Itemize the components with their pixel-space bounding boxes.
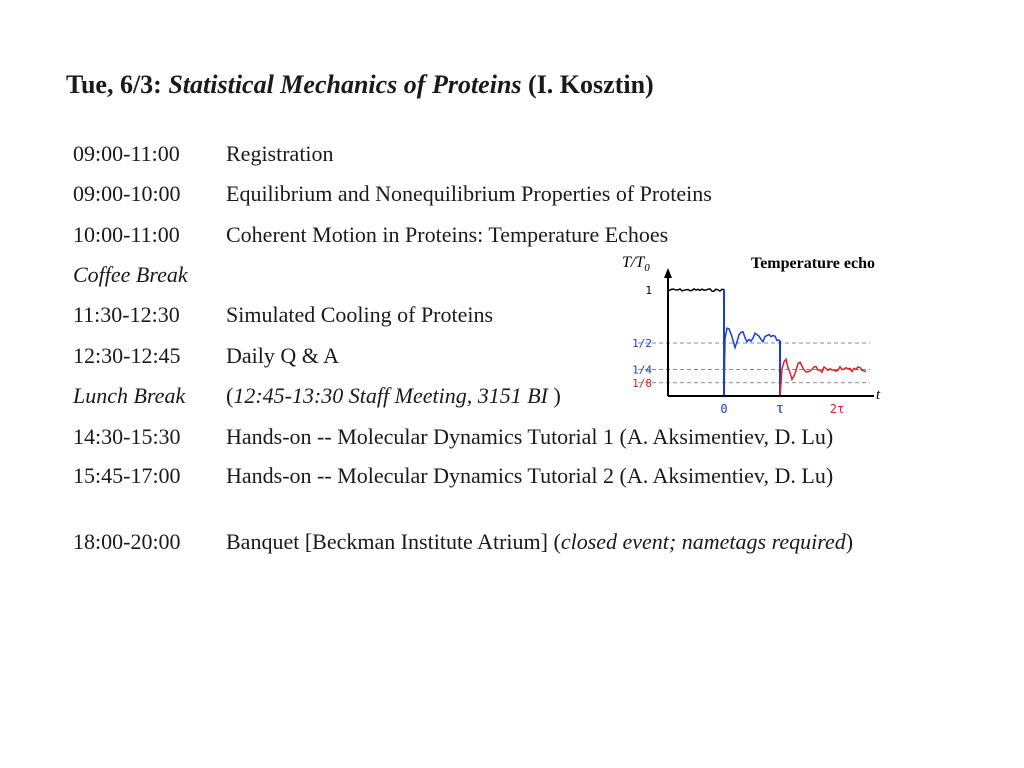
schedule-row-break — [73, 382, 561, 410]
schedule-time: 11:30-12:30 — [73, 302, 180, 327]
schedule-event: Simulated Cooling of Proteins — [226, 302, 494, 327]
schedule-event: Coherent Motion in Proteins: Temperature Echoes — [226, 222, 669, 247]
schedule-row — [73, 140, 334, 168]
chart-title: Temperature echo — [751, 255, 875, 272]
schedule-row-break — [73, 261, 226, 289]
paren-close: ) — [548, 383, 561, 408]
schedule-row — [73, 180, 712, 208]
temperature-echo-chart — [612, 248, 912, 418]
schedule-row — [73, 221, 668, 249]
x-tick-label: 2τ — [829, 402, 845, 416]
schedule-event: Daily Q & A — [226, 343, 340, 368]
title-day: Tue, 6/3: — [66, 70, 162, 99]
paren-close: ) — [845, 529, 854, 554]
page-title — [66, 70, 654, 100]
schedule-time: 09:00-11:00 — [73, 141, 180, 166]
series-line-before — [668, 289, 724, 291]
schedule-row — [73, 342, 339, 370]
schedule-event: Banquet [Beckman Institute Atrium] ( — [226, 529, 561, 554]
title-lecturer: (I. Kosztin) — [528, 70, 654, 99]
schedule-row — [73, 423, 833, 451]
temperature-echo-figure — [612, 248, 912, 418]
schedule-event: Hands-on -- Molecular Dynamics Tutorial 2 (A. Aksimentiev, D. Lu) — [226, 463, 834, 488]
schedule-row — [73, 528, 853, 556]
y-tick-label: 1/4 — [632, 363, 652, 377]
schedule-time: 14:30-15:30 — [73, 424, 181, 449]
series-line-heated — [724, 328, 780, 396]
series-line-after — [780, 359, 866, 396]
y-tick-label: 1/2 — [632, 337, 652, 350]
schedule-time: 09:00-10:00 — [73, 181, 181, 206]
schedule-break-label: Coffee Break — [73, 262, 188, 287]
y-tick-label: 1/8 — [632, 376, 652, 390]
schedule-time: 10:00-11:00 — [73, 222, 180, 247]
schedule-break-label: Lunch Break — [73, 383, 186, 408]
paren-open: ( — [226, 383, 234, 408]
y-tick-label: 1 — [645, 284, 652, 297]
y-axis-arrow — [664, 268, 672, 278]
schedule-row — [73, 301, 493, 329]
x-axis-label: t — [876, 387, 881, 403]
schedule-event: Equilibrium and Nonequilibrium Properties of Proteins — [226, 181, 712, 206]
schedule-event: Hands-on -- Molecular Dynamics Tutorial 1 (A. Aksimentiev, D. Lu) — [226, 424, 834, 449]
schedule-event: Registration — [226, 141, 334, 166]
schedule-event: 12:45-13:30 Staff Meeting, 3151 BI — [233, 383, 548, 408]
y-axis-label: $T/T_0$ — [622, 254, 650, 274]
x-tick-label: 0 — [720, 402, 728, 416]
schedule-time: 12:30-12:45 — [73, 343, 181, 368]
title-topic: Statistical Mechanics of Proteins — [168, 70, 522, 99]
x-tick-label: τ — [776, 398, 784, 417]
schedule-note: closed event; nametags required — [560, 529, 846, 554]
schedule-row — [73, 462, 833, 490]
schedule-time: 15:45-17:00 — [73, 463, 181, 488]
schedule-time: 18:00-20:00 — [73, 529, 181, 554]
